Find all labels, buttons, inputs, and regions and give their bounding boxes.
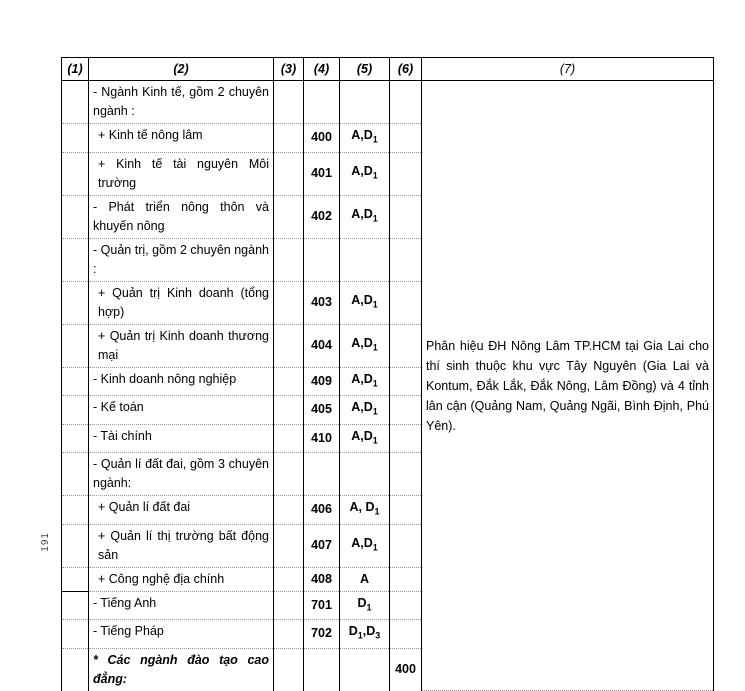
col-header-6: (6) <box>390 58 422 81</box>
row-index-cell <box>62 281 89 324</box>
col3-cell <box>274 496 304 525</box>
page-number: 191 <box>40 532 51 552</box>
program-name: + Công nghệ địa chính <box>89 567 274 591</box>
row-index-cell <box>62 124 89 153</box>
program-name: - Kế toán <box>89 396 274 425</box>
col3-cell <box>274 453 304 496</box>
program-name: - Kinh doanh nông nghiệp <box>89 367 274 396</box>
col-header-4: (4) <box>304 58 340 81</box>
row-index-cell <box>62 367 89 396</box>
exam-block-text: D <box>357 595 367 610</box>
exam-block-subscript-2: 3 <box>375 630 381 641</box>
program-name: - Phát triển nông thôn và khuyến nông <box>89 195 274 238</box>
program-name: - Tiếng Anh <box>89 591 274 620</box>
program-code: 405 <box>304 396 340 425</box>
exam-block-text-2: ,D <box>362 624 376 638</box>
quota-cell <box>390 238 422 281</box>
exam-block <box>340 195 390 238</box>
exam-block-text: A <box>359 571 370 586</box>
row-index-cell <box>62 152 89 195</box>
col3-cell <box>274 620 304 649</box>
exam-block <box>340 367 390 396</box>
col3-cell <box>274 648 304 691</box>
program-name: - Tài chính <box>89 424 274 453</box>
program-name: + Quản lí thị trường bất động sản <box>89 524 274 567</box>
row-index-cell <box>62 238 89 281</box>
col-header-2: (2) <box>89 58 274 81</box>
col3-cell <box>274 424 304 453</box>
program-code: 407 <box>304 524 340 567</box>
exam-block-text: A,D <box>351 292 373 307</box>
col-header-1: (1) <box>62 58 89 81</box>
quota-cell <box>390 567 422 591</box>
program-code: 409 <box>304 367 340 396</box>
col3-cell <box>274 281 304 324</box>
quota-cell <box>390 124 422 153</box>
exam-block-text: A,D <box>351 535 373 550</box>
quota-cell: 400 <box>390 648 422 691</box>
row-index-cell <box>62 195 89 238</box>
row-index-cell <box>62 620 89 649</box>
quota-cell <box>390 367 422 396</box>
col3-cell <box>274 152 304 195</box>
program-code <box>304 238 340 281</box>
quota-cell <box>390 591 422 620</box>
program-name: + Quản trị Kinh doanh thương mại <box>89 324 274 367</box>
quota-cell <box>390 396 422 425</box>
row-index-cell <box>62 496 89 525</box>
exam-block <box>340 424 390 453</box>
row-index-cell <box>62 453 89 496</box>
exam-block <box>340 124 390 153</box>
exam-block <box>340 648 390 691</box>
col3-cell <box>274 195 304 238</box>
row-index-cell <box>62 324 89 367</box>
program-code <box>304 453 340 496</box>
exam-block-subscript: 1 <box>374 506 380 517</box>
exam-block-text: A,D <box>351 371 373 386</box>
program-name: - Tiếng Pháp <box>89 620 274 649</box>
admissions-table <box>61 57 714 691</box>
quota-cell <box>390 281 422 324</box>
program-name: - Ngành Kinh tế, gồm 2 chuyên ngành : <box>89 81 274 124</box>
exam-block-text: A,D <box>351 335 373 350</box>
program-code: 408 <box>304 567 340 591</box>
col3-cell <box>274 591 304 620</box>
row-index-cell <box>62 648 89 691</box>
exam-block <box>340 453 390 496</box>
exam-block-subscript: 1 <box>372 342 378 353</box>
exam-block-subscript: 1 <box>372 299 378 310</box>
col3-cell <box>274 81 304 124</box>
exam-block-text: D <box>348 624 358 638</box>
col3-cell <box>274 367 304 396</box>
program-code: 400 <box>304 124 340 153</box>
exam-block <box>340 238 390 281</box>
exam-block-subscript: 1 <box>372 435 378 445</box>
program-name: * Các ngành đào tạo cao đẳng: <box>89 648 274 691</box>
col-header-3: (3) <box>274 58 304 81</box>
program-code <box>304 81 340 124</box>
quota-cell <box>390 324 422 367</box>
exam-block <box>340 152 390 195</box>
program-code: 702 <box>304 620 340 649</box>
row-index-cell <box>62 567 89 591</box>
row-index-cell <box>62 591 89 620</box>
program-code: 701 <box>304 591 340 620</box>
table-row <box>62 81 714 124</box>
col3-cell <box>274 324 304 367</box>
col3-cell <box>274 524 304 567</box>
exam-block <box>340 620 390 649</box>
exam-block-subscript: 1 <box>372 134 378 145</box>
exam-block <box>340 524 390 567</box>
program-name: + Kinh tế nông lâm <box>89 124 274 153</box>
note-cell: Phân hiệu ĐH Nông Lâm TP.HCM tại Gia Lai cho thí sinh thuộc khu vực Tây Nguyên (Gia Lai và Kontum, Đắk Lắk, Đắk Nông, Lâm Đồng) và 4 tỉnh lân cận (Quảng Nam, Quảng Ngãi, Bình Định, Phú Yên). <box>422 81 714 691</box>
program-code: 402 <box>304 195 340 238</box>
exam-block-text: A,D <box>351 428 373 443</box>
quota-cell <box>390 524 422 567</box>
quota-cell <box>390 496 422 525</box>
header-row <box>62 58 714 81</box>
exam-block-text: A, D <box>349 500 375 514</box>
row-index-cell <box>62 524 89 567</box>
program-name: - Quản lí đất đai, gồm 3 chuyên ngành: <box>89 453 274 496</box>
col3-cell <box>274 238 304 281</box>
quota-cell <box>390 453 422 496</box>
exam-block <box>340 281 390 324</box>
program-code: 401 <box>304 152 340 195</box>
exam-block <box>340 567 390 591</box>
quota-cell <box>390 152 422 195</box>
exam-block <box>340 81 390 124</box>
program-name: - Quản trị, gồm 2 chuyên ngành : <box>89 238 274 281</box>
exam-block <box>340 496 390 525</box>
program-code: 404 <box>304 324 340 367</box>
quota-cell <box>390 81 422 124</box>
quota-cell <box>390 424 422 453</box>
exam-block-subscript: 1 <box>366 602 372 612</box>
program-code <box>304 648 340 691</box>
exam-block-text: A,D <box>351 400 373 414</box>
exam-block-text: A,D <box>351 128 373 142</box>
program-name: + Kinh tế tài nguyên Môi trường <box>89 152 274 195</box>
exam-block-subscript: 1 <box>372 406 378 417</box>
col-header-7: (7) <box>422 58 714 81</box>
exam-block-text: A,D <box>351 163 373 178</box>
exam-block-text: A,D <box>351 206 373 221</box>
exam-block-subscript: 1 <box>372 170 378 181</box>
exam-block-subscript: 1 <box>372 378 378 388</box>
quota-cell <box>390 620 422 649</box>
row-index-cell <box>62 81 89 124</box>
program-name: + Quản trị Kinh doanh (tổng hợp) <box>89 281 274 324</box>
exam-block <box>340 591 390 620</box>
program-code: 403 <box>304 281 340 324</box>
row-index-cell <box>62 396 89 425</box>
col3-cell <box>274 567 304 591</box>
quota-cell <box>390 195 422 238</box>
program-code: 406 <box>304 496 340 525</box>
exam-block-subscript: 1 <box>357 630 363 641</box>
col3-cell <box>274 396 304 425</box>
exam-block-subscript: 1 <box>372 542 378 553</box>
row-index-cell <box>62 424 89 453</box>
exam-block <box>340 396 390 425</box>
exam-block-subscript: 1 <box>372 213 378 224</box>
col-header-5: (5) <box>340 58 390 81</box>
program-code: 410 <box>304 424 340 453</box>
exam-block <box>340 324 390 367</box>
program-name: + Quản lí đất đai <box>89 496 274 525</box>
col3-cell <box>274 124 304 153</box>
